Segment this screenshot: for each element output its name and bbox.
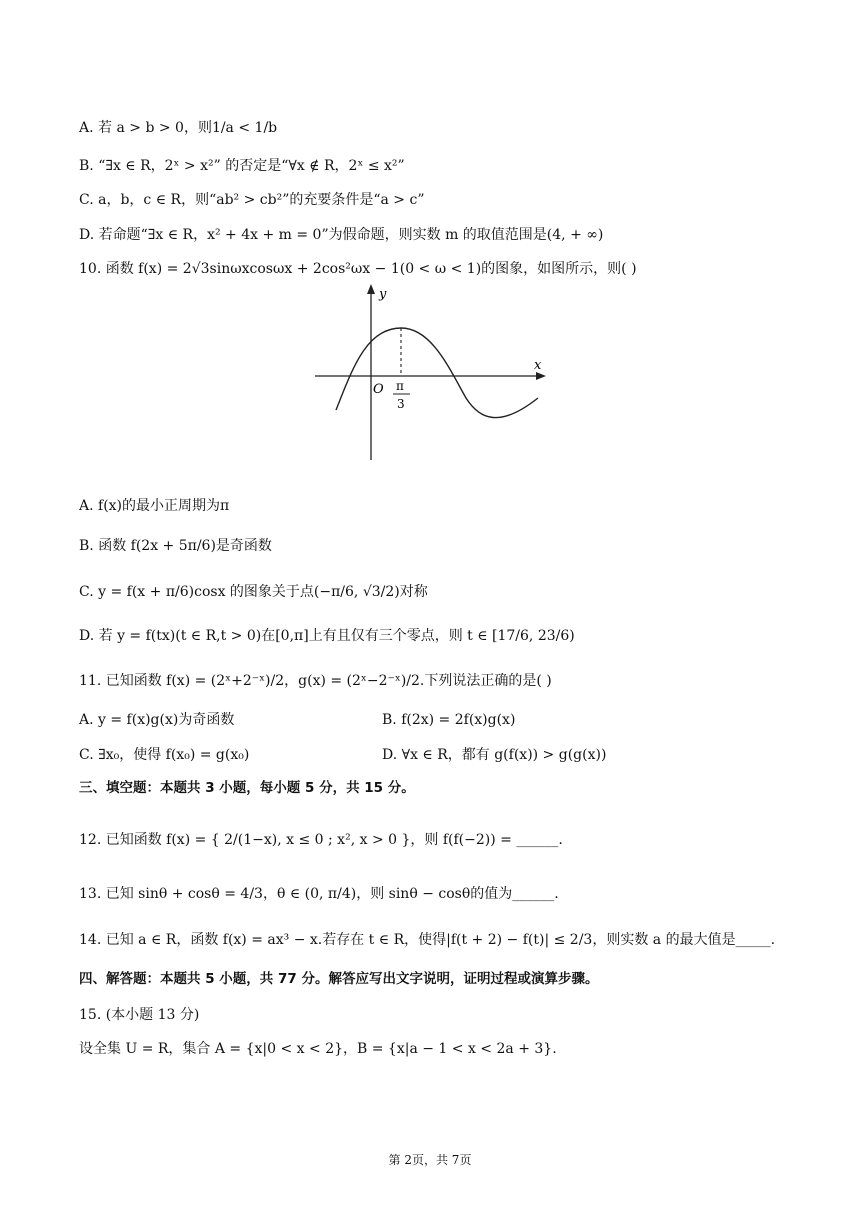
q10-option-a: A. f(x)的最小正周期为π	[79, 498, 230, 514]
pi-label: π	[396, 379, 404, 393]
q11-stem: 11. 已知函数 f(x) = (2ˣ+2⁻ˣ)/2，g(x) = (2ˣ−2⁻ˣ)/2.下列说法正确的是( )	[79, 673, 552, 689]
sine-graph	[300, 278, 560, 463]
q11-option-c: C. ∃x₀，使得 f(x₀) = g(x₀)	[79, 747, 250, 763]
q12: 12. 已知函数 f(x) = { 2/(1−x), x ≤ 0 ; x², x > 0 }，则 f(f(−2)) = ______.	[79, 832, 563, 848]
q11-option-a: A. y = f(x)g(x)为奇函数	[79, 712, 235, 728]
x-axis-arrow	[536, 372, 546, 380]
sine-curve	[336, 328, 538, 418]
q15-text: 设全集 U = R，集合 A = {x|0 < x < 2}，B = {x|a − 1 < x < 2a + 3}.	[79, 1041, 557, 1057]
q9-option-b: B. “∃x ∈ R，2ˣ > x²” 的否定是“∀x ∉ R，2ˣ ≤ x²”	[79, 158, 405, 174]
x-label: x	[534, 358, 542, 373]
q10-option-b: B. 函数 f(2x + 5π/6)是奇函数	[79, 538, 272, 554]
origin-label: O	[373, 382, 384, 397]
q15-heading: 15. (本小题 13 分)	[79, 1007, 200, 1023]
q9-option-a: A. 若 a > b > 0，则1/a < 1/b	[79, 120, 278, 136]
section-4-heading: 四、解答题：本题共 5 小题，共 77 分。解答应写出文字说明，证明过程或演算步骤。	[79, 971, 599, 987]
q11-option-b: B. f(2x) = 2f(x)g(x)	[382, 712, 516, 728]
page-footer: 第 2页，共 7页	[388, 1153, 472, 1167]
q10-option-c: C. y = f(x + π/6)cosx 的图象关于点(−π/6, √3/2)对称	[79, 584, 428, 600]
y-axis-arrow	[367, 284, 375, 294]
q11-option-d: D. ∀x ∈ R，都有 g(f(x)) > g(g(x))	[382, 747, 607, 763]
q10-stem: 10. 函数 f(x) = 2√3sinωxcosωx + 2cos²ωx − 1(0 < ω < 1)的图象，如图所示，则( )	[79, 261, 637, 277]
y-label: y	[379, 287, 387, 302]
q14: 14. 已知 a ∈ R，函数 f(x) = ax³ − x.若存在 t ∈ R，使得|f(t + 2) − f(t)| ≤ 2/3，则实数 a 的最大值是_____.	[79, 932, 776, 948]
q10-option-d: D. 若 y = f(tx)(t ∈ R,t > 0)在[0,π]上有且仅有三个零点，则 t ∈ [17/6, 23/6)	[79, 628, 575, 644]
q13: 13. 已知 sinθ + cosθ = 4/3，θ ∈ (0, π/4)，则 sinθ − cosθ的值为______.	[79, 886, 559, 902]
three-label: 3	[397, 397, 405, 411]
q9-option-c: C. a，b，c ∈ R，则“ab² > cb²”的充要条件是“a > c”	[79, 192, 425, 208]
q9-option-d: D. 若命题“∃x ∈ R，x² + 4x + m = 0”为假命题，则实数 m 的取值范围是(4, + ∞)	[79, 227, 604, 243]
section-3-heading: 三、填空题：本题共 3 小题，每小题 5 分，共 15 分。	[79, 780, 415, 796]
